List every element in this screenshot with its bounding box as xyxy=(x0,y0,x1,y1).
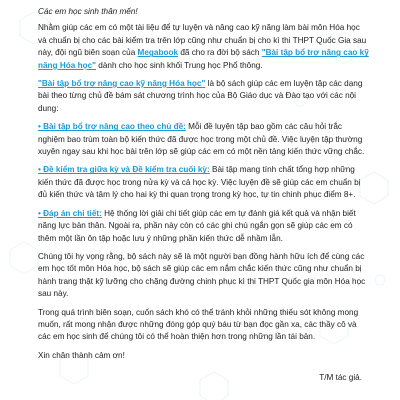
hope-paragraph: Chúng tôi hy vọng rằng, bộ sách này sẽ là một người bạn đồng hành hữu ích để cùng các em học tốt môn Hóa học, bộ sách sẽ giúp các em nắm chắc kiến thức cũng như chuẩn bị hành trang thật kỹ lưỡng cho chặng đường chinh phục kì thi THPT Quốc gia môn Hóa học sau này. xyxy=(38,251,366,299)
bullet-lead: • Đáp án chi tiết: xyxy=(38,208,102,218)
intro-text-1: Nhằm giúp các em có một tài liệu để tự luyện và nâng cao kỹ năng làm bài môn Hóa học và chuẩn bị cho các bài kiểm tra trên lớp cũng như chuẩn bị cho kì thi THPT Quốc Gia sau này, đội ngũ biên soạn của xyxy=(38,23,367,58)
bullet-item xyxy=(38,208,370,245)
bullet-text: Hệ thống lời giải chi tiết giúp các em tự đánh giá kết quả và nhận biết năng lực bản thân. Ngoài ra, phần này còn có các ghi chú ngắn gọn sẽ giúp các em có thêm một lần ôn tập hoặc lưu ý những phần kiến thức dễ nhầm lẫn. xyxy=(38,208,356,243)
bullet-item xyxy=(38,164,370,201)
book-title-2: "Bài tập bổ trợ nâng cao kỹ năng Hóa học" xyxy=(38,79,206,89)
intro-text-3: dành cho học sinh khối Trung học Phổ thông. xyxy=(96,60,263,70)
brand-name: Megabook xyxy=(137,48,179,58)
intro-text-2: đã cho ra đời bộ sách xyxy=(178,48,262,58)
thanks-line: Xin chân thành cảm ơn! xyxy=(38,350,125,360)
bullet-text: Bài tập mang tính chất tổng hợp những kiến thức đã được học trong nửa kỳ và cả học kỳ. Việc luyện đề sẽ giúp các em chuẩn bị đủ kiến thức và tâm lý cho hai kỳ thi quan trọng trong kỳ học, tự tin chinh phục điểm 8+. xyxy=(38,165,361,200)
bullet-lead: • Đề kiểm tra giữa kỳ và Đề kiểm tra cuối kỳ: xyxy=(38,165,210,175)
book-title: "Bài tập bổ trợ nâng cao kỹ năng Hóa học" xyxy=(38,48,369,70)
intro-paragraph xyxy=(38,22,370,72)
signature: T/M tác giả. xyxy=(319,373,362,383)
greeting: Các em học sinh thân mến! xyxy=(38,7,138,16)
feedback-paragraph: Trong quá trình biên soạn, cuốn sách khó có thể tránh khỏi những thiếu sót không mong muốn, rất mong nhận được những đóng góp quý báu từ bạn đọc gần xa, các thầy cô và các em học sinh để chúng tôi có thể hoàn thiện hơn trong những lần tái bản. xyxy=(38,307,359,342)
bullet-text: Mỗi đề luyện tập bao gồm các câu hỏi trắc nghiệm bao trùm toàn bộ kiến thức đã được học trong một chủ đề. Việc luyện tập thường xuyên ngay sau khi học bài trên lớp sẽ giúp các em có một nền tảng kiến thức vững chắc. xyxy=(38,122,365,157)
bullet-item xyxy=(38,121,370,158)
bullet-lead: • Bài tập bổ trợ nâng cao theo chủ đề: xyxy=(38,122,186,132)
description-paragraph xyxy=(38,78,370,115)
description-text: là bộ sách giúp các em luyện tập các dạng bài theo từng chủ đề bám sát chương trình học của Bộ Giáo dục và Đào tạo với các nội dung: xyxy=(38,79,363,113)
